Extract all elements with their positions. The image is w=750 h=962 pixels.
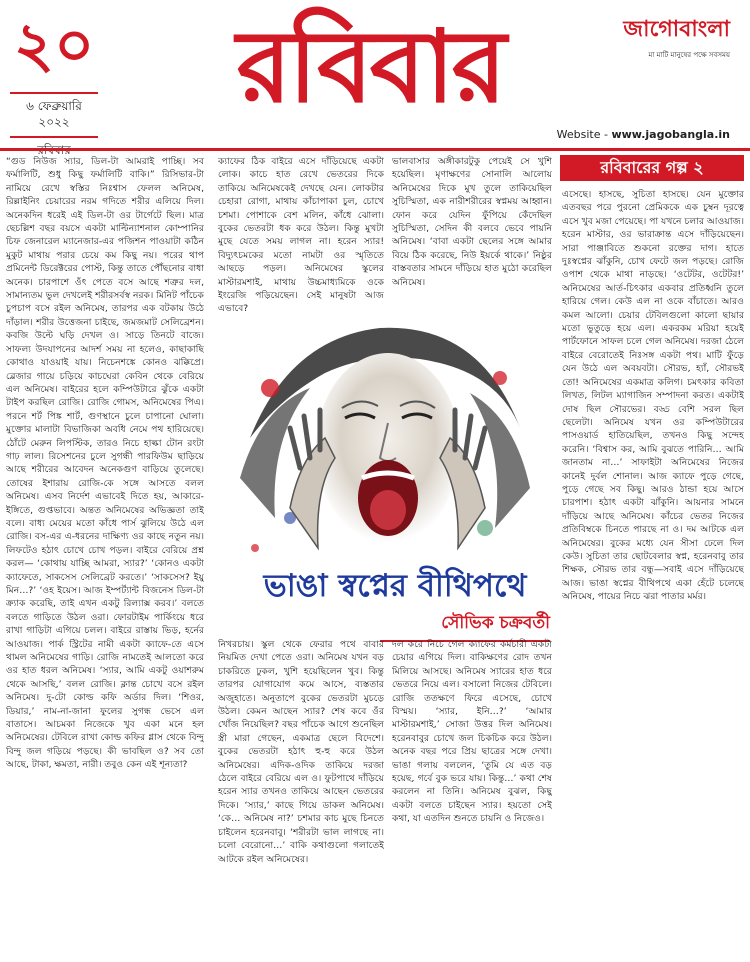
brand-tagline: মা মাটি মানুষের পক্ষে সবসময় — [648, 51, 730, 59]
column-1: “গুড নিউজ স্যার, ডিল-টা আমরাই পাচ্ছি। সব ফর্মালিটি, শুধু কিছু ফর্মালিটি বাকি।” রিসিভার-টা নামিয়ে রেখে স্বস্তির নিঃশ্বাস ফেলল অনিমেষ, রিল্লাইনিং চেয়ারের নরম গদিতে শরীর এলিয়ে দিল। অনেকদিন ধরেই এই ডিল-টা ওর টার্গেটে ছিল। মাত্র ছেচল্লিশ বছর বয়সে একটা মাল্টিন্যাশনাল কোম্পানির চিফ জেনারেল ম্যানেজার-এর পজিশন পাওয়াটা কঠিন মুকুট মাথায় পরার চেয়ে কম কিছু নয়। পরের থাপ প্রমিনেন্ট ডিরেক্টরের পোস্ট, কিন্তু তাতে পৌঁছনোর বাধা অনেক। চারপাশে ওঁৎ পেতে বসে আছে শত্রুর দল, সামান্যতম ভুল দেখলেই শরীরসর্বস্ব নরক। মিনিট পাঁচেক চুপচাপ বসে রইল অনিমেষ, তারপর এক বটকায় উঠে দাঁড়াল। শরীর উত্তেজনা চাইছে, জমজমাট সেলিব্রেশন। কবজি উল্টে ঘড়ি দেখল ও। সাড়ে তিনটে বাজে। সাফল্য উদযাপনের আদর্শ সময় না হলেও, কাছাকাছি কোথাও যাওয়াই যায়। নিচেনশঙ্কে কোনও ঝক্কিপ্রে। ব্লেজার গায়ে চড়িয়ে কাচঘেরা কেবিন থেকে বেরিয়ে এল অনিমেষ। বাইরের হলে কম্পিউটারে ঝুঁকে একটা টাইপ করছিল রোজি। রোজি গোমস, অনিমেষের পিএ। পরনে শর্ট পিঙ্ক শার্ট, গুণস্থানে চুলে চাপানো ঘোলা। মুক্তোর মালাটা বিভাজিকা অবধি নেমে পথ হারিয়েছে। ঠোঁটে মেরুন লিপস্টিক, তারও নিচে হাল্কা টোন রংটা গাঢ় লাল। রিসেশনের চুলে সুগন্ধী পারফিউম ছাড়িয়ে আছে শরীরের আবেদন অনেকগুণ বাড়িয়ে তুলেছে। তোষের ইশারায় রোজি-কে সঙ্গে আসতে বলল অনিমেষ। এসব নির্দেশ এভাবেই দিতে হয়, আকারে-ইঙ্গিতে, গুপ্তভাবে। অন্তত অনিমেষের অভিজ্ঞতা তাই বলে। বাধ্য মেয়ের মতো কাঁধে পার্স ঝুলিয়ে উঠে এল রোজি। বস-এর এ-ধরনের দাক্ষিণ্য ওর কাছে নতুন নয়। লিফটেও হঠাৎ চোখে চোখ পড়ল। বাইরে বেরিয়ে প্রশ্ন করল— ‘কোথায় যাচ্ছি আমরা, স্যার?’ ‘কোনও একটা ক্যাফেতে, সাকসেস সেলিব্রেট করতে।’ ‘সাকসেস? ইয়ু মিন…?’ ‘ওহ ইয়েস। আজ ইম্পর্ট্যান্ট বিজনেস ডিল-টা ক্র্যাক করেছি, তাই এখন একটু রিল্যাক্স করব।’ বলতে বলতে গাড়িতে উঠল ওরা। ফোরটাইম পার্কিংয়ে ধরে রাখা গাড়িটা এগিয়ে চলল। বাইরে রাস্তায় ভিড়, হর্নের আওয়াজ। পার্ক স্ট্রিটের নামী একটা ক্যাফে-তে এসে থামল অনিমেষের গাড়ি। রোজি নামতেই আলতো করে ওর হাত ধরল অনিমেষ। ‘স্যার, আমি একটু ওয়াশরুম থেকে আসছি,’ বলল রোজি। ক্লান্ত চোখে বসে রইল অনিমেষ। দু-টো কোল্ড কফি অর্ডার দিল। ‘শিওর, ডিয়ার,’ নাম-না-জানা ফুলের সুগন্ধ ভেসে এল বাতাসে। আচমকা নিজেকে খুব একা মনে হল অনিমেষের। টেবিলে রাখা কোল্ড কফির গ্লাস থেকে বিন্দু বিন্দু জল গড়িয়ে পড়ছে। কী ভাবছিল ও? সব তো আছে, টাকা, ক্ষমতা, নারী। তবুও কেন এই শূন্যতা? — [6, 156, 204, 771]
column-2-bottom: নিখরচায়। স্কুল থেকে ফেরার পথে বাবার নিয়মিত দেখা পেতে ওরা। অনিমেষ যখন বড় চাকরিতে ঢুকল, খুশি হয়েছিলেন খুব। কিন্তু তারপর যোগাযোগ কমে আসে, ব্যস্ততার অজুহাতে। অনুতাপে বুকের ভেতরটা মুচড়ে উঠল। কেমন আছেন স্যার? শেষ কবে ওঁর খোঁজ নিয়েছিল? বছর পাঁচেক আগে শুনেছিল স্ত্রী মারা গেছেন, একমাত্র ছেলে বিদেশে। বুকের ভেতরটা হঠাৎ হু-হু করে উঠল অনিমেষের। এদিক-ওদিক তাকিয়ে দরজা ঠেলে বাইরে বেরিয়ে এল ও। ফুটপাথে দাঁড়িয়ে হরেন স্যার তখনও তাকিয়ে আছেন ভেতরের দিকে। ‘স্যার,’ কাছে গিয়ে ডাকল অনিমেষ। ‘কে… অনিমেষ না?’ চশমার কাচ মুছে চিনতে চাইলেন হরেনবাবু। ‘শরীরটা ভাল লাগছে না। চলো বেরোনো…’ বাকি কথাগুলো গলাতেই আটকে রইল অনিমেষের। — [218, 639, 384, 865]
screaming-woman-illustration — [230, 318, 542, 568]
column-4: এসেছে। হাসছে, সুচিতা হাসছে। যেন মুক্তোর এতবছর পরে পুরনো প্রেমিককে এক চুম্বন দূরত্বে এসে খুব মজা পেয়েছে। পা যখনে চলার আওয়াজ। হরেন মাস্টার, ওর ভারাক্রান্ত এসে দাঁড়িয়েছেন। সারা পাঞ্জাবিতে শুকনো রক্তের দাগ। হাতে দুঃস্বপ্নের ঝাঁকুনি, চোখ ফেটে জল পড়ছে। রোজি ওপাশ থেকে মাথা নাড়ছে। ‘ওটেটর, ওটেটর!’ অনিমেষের আর্ত-চিৎকার একবার প্রতিধ্বনি তুলে হারিয়ে গেল। কেউ এল না ওকে বাঁচাতে। আরও কমল আলো। চেয়ার টেবিলগুলো কালো ছায়ার মতো ভুতুড়ে হয়ে এল। একরকম মরিয়া হয়েই পার্টফোনে সাফল চলে গেল অনিমেষ। দরজা ঠেলে বাইরে বেরোতেই নিঃসঙ্গ একটা পথ। মাটি ফুঁড়ে যেন উঠে এল অবয়বটা। সৌরভ, হ্যাঁ, সৌরভই তো! অনিমেষের একমাত্র কলিগ। চমৎকার কবিতা লিখত, লিটল ম্যাগাজিন সম্পাদনা করত। একটাই দোষ ছিল সৌরভের। বড্ড বেশি সরল ছিল ছেলেটা। অনিমেষ যখন ওর কম্পিউটারের পাসওয়ার্ড হাতিয়েছিল, তখনও কিছু সন্দেহ করেনি। ‘বিশ্বাস কর, আমি বুঝতে পারিনি… আমি জানতাম না…’ সাফাইটা অনিমেষের নিজের কানেই দুর্বল শোনাল। আজ ক্যাফে পুড়ে গেছে, পুড়ে গেছে সব কিছু। আরও ঠান্ডা হয়ে আসে চারপাশ। হঠাৎ একটা ঝাঁকুনি। আয়নার সামনে দাঁড়িয়ে আছে অনিমেষ। কাঁচের ভেতর নিজের প্রতিবিম্বকে চিনতে পারছে না ও। দম আটকে এল অনিমেষের। বুকের মধ্যে যেন সীসা ঢেলে দিল কেউ। সুচিতা তার ছোটবেলার স্বপ্ন, হরেনবাবু তার শিক্ষক, সৌরভ তার বন্ধু—সবাই এসে দাঁড়িয়েছে আজ। ভাঙা স্বপ্নের বীথিপথে একা হেঁটে চলেছে অনিমেষ, পায়ের নিচে ঝরা পাতার মর্মর। — [562, 189, 744, 603]
website-line — [557, 128, 730, 141]
column-3-bottom: দল করে নিচে গেল ক্যাফের কর্মচারী একটা চেয়ার এগিয়ে দিল। বাকিক্ষণের রোদ তখন মিলিয়ে আসছে। অনিমেষ স্যারের হাত ধরে ভেতরে নিয়ে এল। বসালো নিজের টেবিলে। রোজি ততক্ষণে ফিরে এসেছে, চোখে বিস্ময়। ‘স্যার, ইনি…?’ ‘আমার মাস্টারমশাই,’ সোজা উত্তর দিল অনিমেষ। হরেনবাবুর চোখে জল চিকচিক করে উঠল। অনেক বছর পরে প্রিয় ছাত্রের সঙ্গে দেখা। ভাঙা গলায় বললেন, ‘তুমি যে এত বড় হয়েছ, গর্বে বুক ভরে যায়। কিন্তু…’ কথা শেষ করলেন না তিনি। অনিমেষ বুঝল, কিছু একটা বলতে চাইছেন স্যার। হয়তো সেই কথা, যা এতদিন শুনতে চায়নি ও নিজেও। — [392, 639, 552, 825]
website-url: www.jagobangla.in — [611, 128, 730, 141]
issue-date: ৬ ফেব্রুয়ারি ২০২২ — [26, 99, 82, 129]
story-illustration — [230, 318, 542, 568]
column-3-top: ভালবাসার অঙ্গীকারটুকু পেয়েই সে খুশি হয়েছিল। মৃণাক্ষণের সোনালি আলোয় অনিমেষের দিকে মুখ তুলে তাকিয়েছিল সুচিস্মিতা, এক নারীশরীরের স্বপ্নময় আহ্বান। ফোন করে যেদিন ফুঁপিয়ে কেঁদেছিল সুচিস্মিতা, সেদিন কী বলবে ভেবে পায়নি অনিমেষ। ‘বাবা একটা ছেলের সঙ্গে আমার বিয়ে ঠিক করেছে, নিউ ইয়র্কে থাকে।’ নিষ্ঠুর বাস্তবতার সামনে দাঁড়িয়ে হাত মুঠো করেছিল অনিমেষ। — [392, 156, 552, 288]
brand-name: জাগোবাংলা — [623, 17, 730, 42]
website-label: Website - — [556, 128, 612, 141]
column-2-top: ক্যাফের ঠিক বাইরে এসে দাঁড়িয়েছে একটা লোক। কাচে হাত রেখে ভেতরের দিকে তাকিয়ে অনিমেষকেই দেখছে যেন। লোকটার চেহারা রোগা, মাথায় কাঁচাপাকা চুল, চোখে চশমা। পোশাকে বেশ মলিন, কাঁধে ঝোলা। বুকের ভেতরটা ধক করে উঠল। কিন্তু মুখটা মুছে যেতে সময় লাগল না। হরেন স্যার! বিদ্যুৎচমকের মতো নামটা ওর স্মৃতিতে আছড়ে পড়ল। অনিমেষের স্কুলের মাস্টারমশাই, মাথায় উচ্চমাধ্যমিকে ওকে ইংরেজি পড়িয়েছেন। সেই মানুষটা আজ এভাবে? — [218, 156, 384, 315]
brand-logo — [623, 12, 730, 61]
header-rule — [0, 148, 750, 151]
section-badge: রবিবারের গল্প ২ — [560, 155, 744, 181]
masthead-title: রবিবার — [236, 7, 504, 125]
page-number: ২০ — [13, 8, 95, 81]
story-title: ভাঙা স্বপ্নের বীথিপথে — [263, 568, 527, 604]
story-author: সৌভিক চক্রবর্তী — [380, 610, 550, 642]
